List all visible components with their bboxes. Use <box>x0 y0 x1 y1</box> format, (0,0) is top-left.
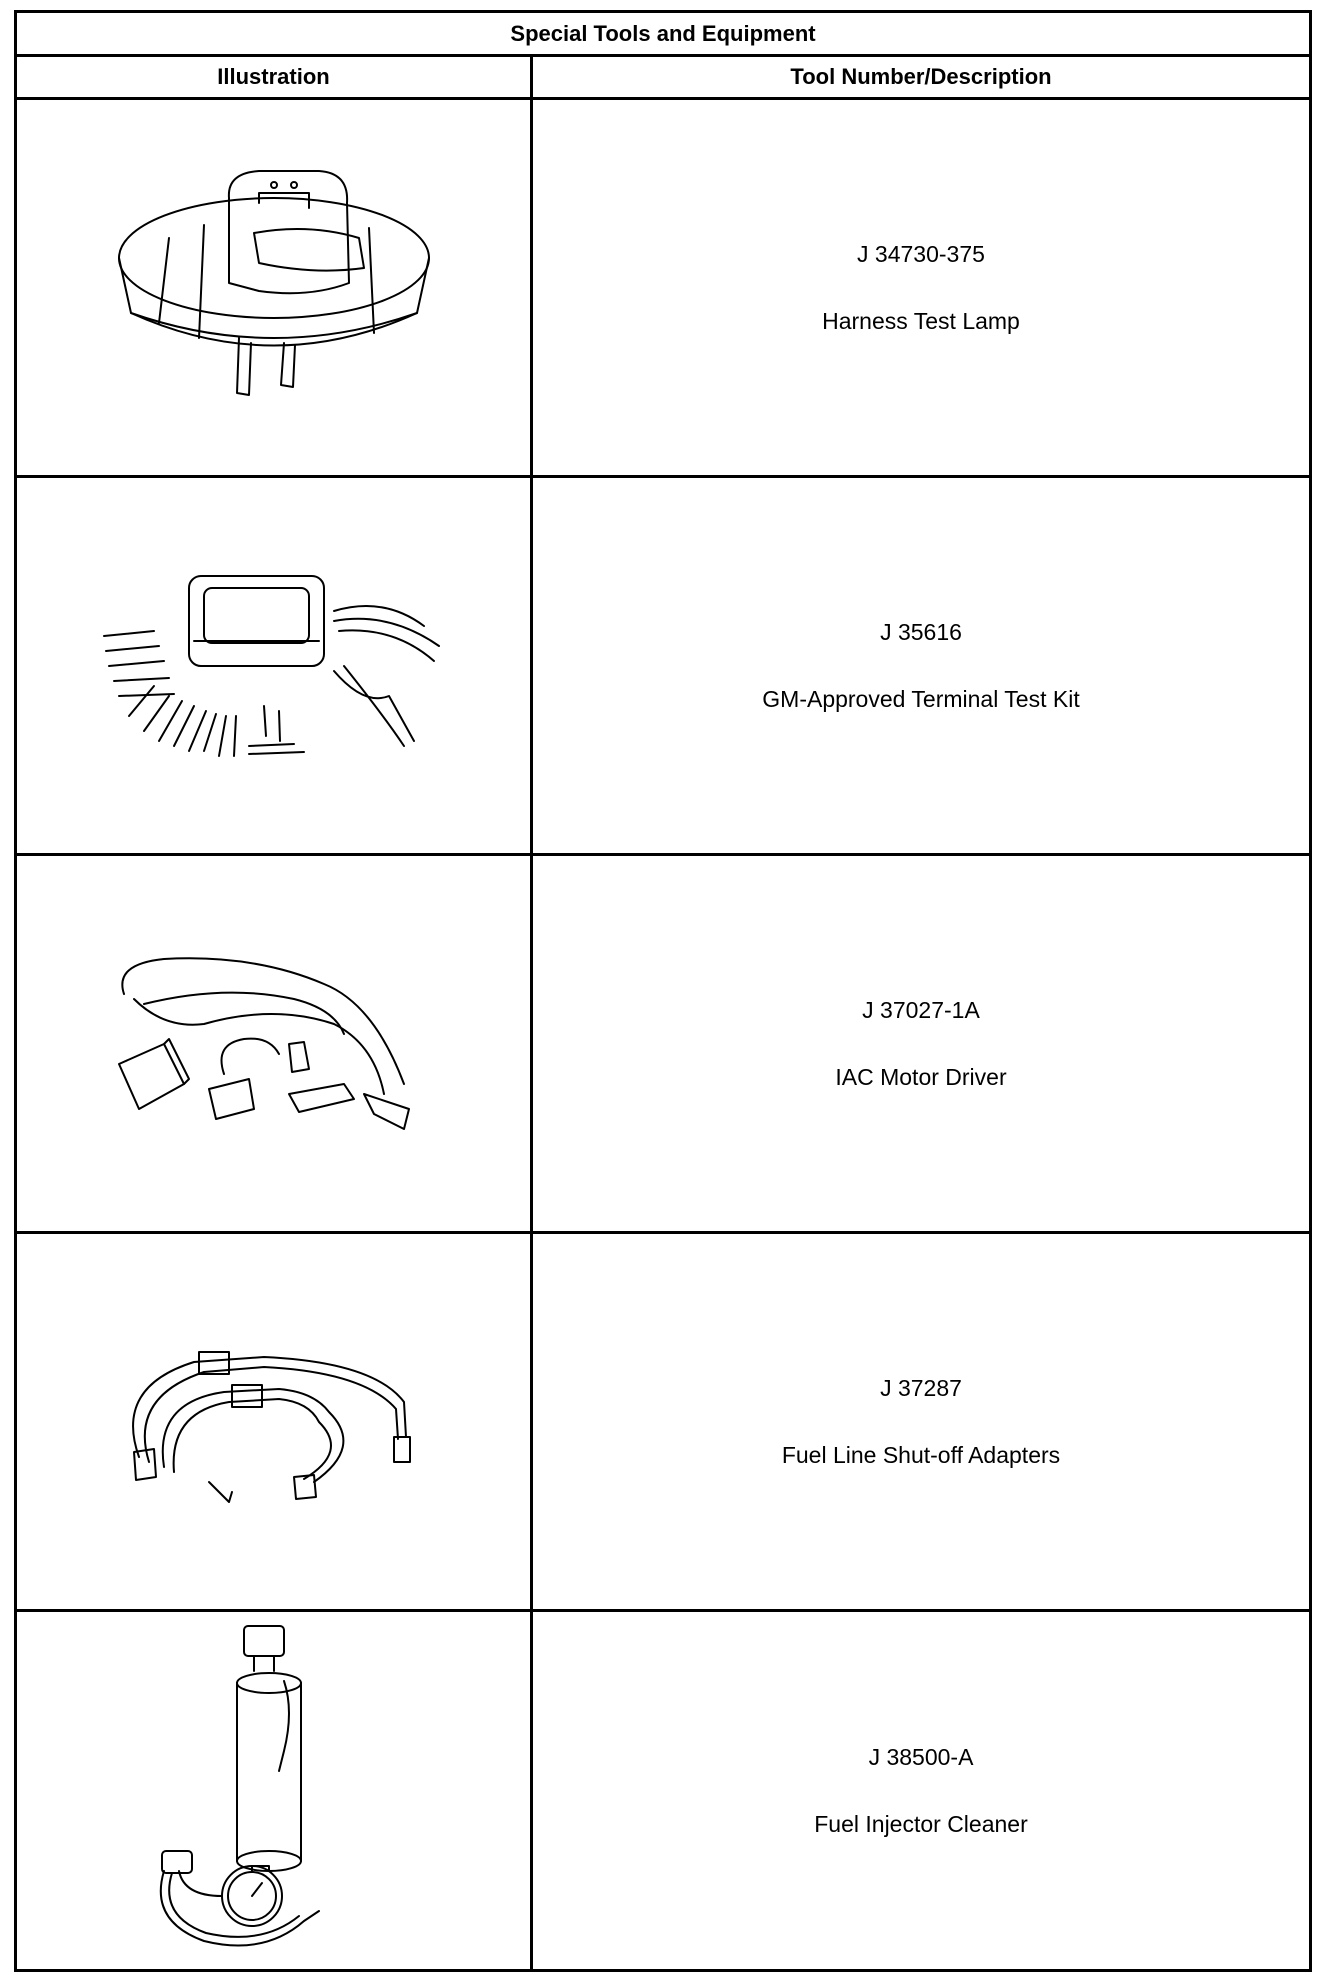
tool-number: J 38500-A <box>868 1743 974 1770</box>
tool-number: J 37027-1A <box>862 996 980 1023</box>
illustration-cell <box>17 1234 533 1609</box>
special-tools-table <box>14 10 1312 1972</box>
iac-motor-driver-icon <box>104 944 444 1144</box>
tool-description: Fuel Injector Cleaner <box>814 1810 1028 1837</box>
illustration-cell <box>17 856 533 1231</box>
illustration-cell <box>17 478 533 853</box>
tool-description: GM-Approved Terminal Test Kit <box>762 685 1080 712</box>
tool-number: J 35616 <box>880 618 962 645</box>
tool-description: Harness Test Lamp <box>822 307 1020 334</box>
table-row <box>17 478 1309 856</box>
harness-test-lamp-icon <box>109 163 439 413</box>
table-title: Special Tools and Equipment <box>17 13 1309 57</box>
tool-number: J 34730-375 <box>857 240 985 267</box>
column-header-illustration: Illustration <box>17 57 533 100</box>
table-row <box>17 1234 1309 1612</box>
fuel-injector-cleaner-icon <box>144 1621 404 1961</box>
fuel-line-adapters-icon <box>114 1327 434 1517</box>
table-row <box>17 856 1309 1234</box>
description-cell <box>533 478 1309 853</box>
illustration-cell <box>17 100 533 475</box>
column-header-description: Tool Number/Description <box>533 57 1309 100</box>
illustration-cell <box>17 1612 533 1969</box>
description-cell <box>533 1234 1309 1609</box>
table-row <box>17 100 1309 478</box>
tool-description: Fuel Line Shut-off Adapters <box>781 1441 1061 1468</box>
tool-description: IAC Motor Driver <box>835 1063 1007 1090</box>
description-cell <box>533 856 1309 1231</box>
description-cell <box>533 1612 1309 1969</box>
tool-number: J 37287 <box>880 1374 962 1401</box>
description-cell <box>533 100 1309 475</box>
table-row <box>17 1612 1309 1969</box>
terminal-test-kit-icon <box>94 566 454 766</box>
